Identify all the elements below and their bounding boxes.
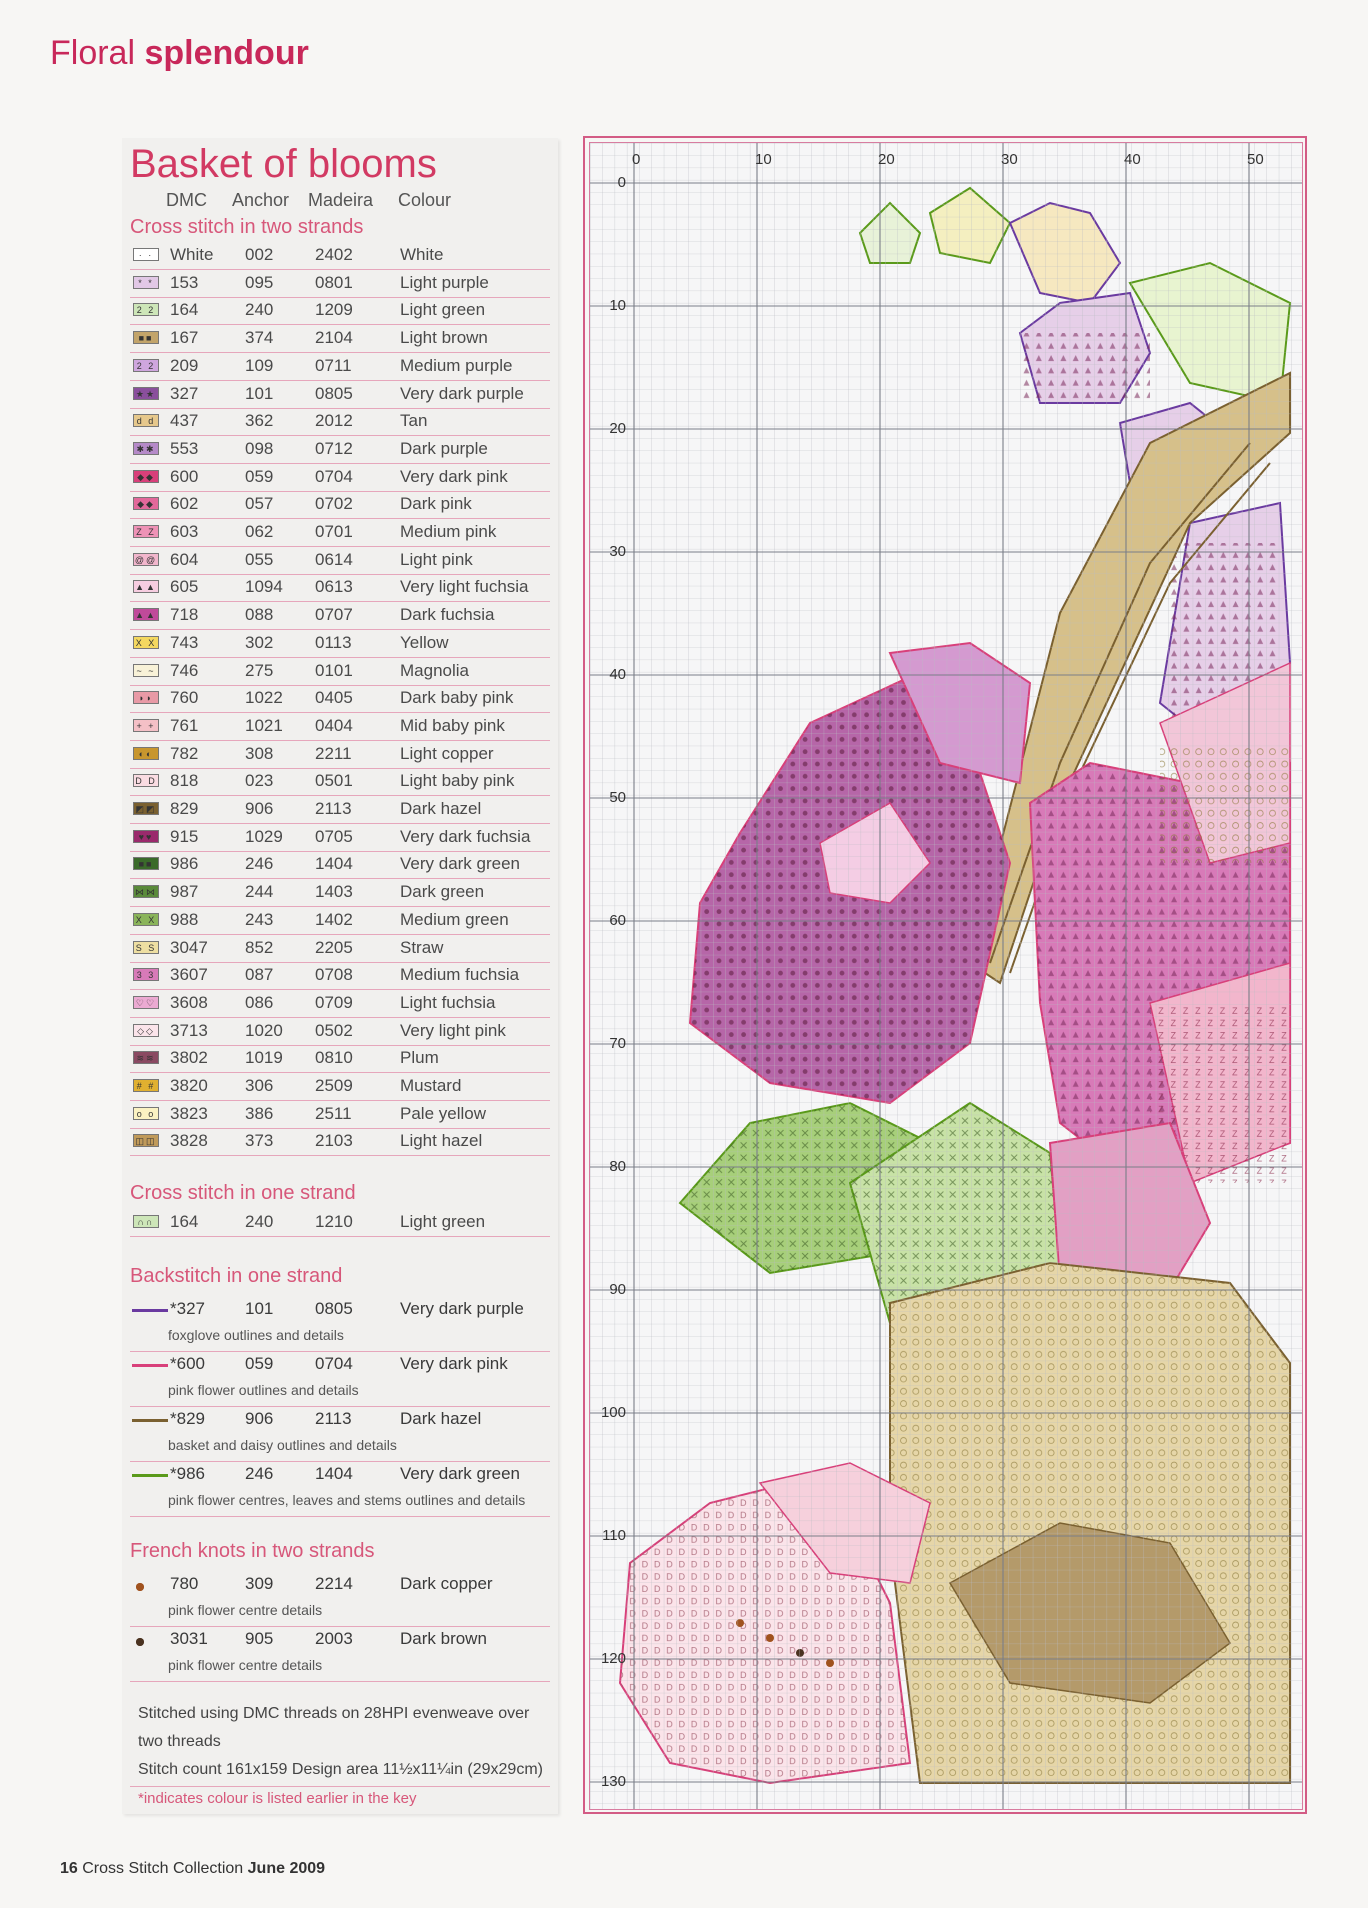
colour-name: Yellow: [400, 632, 449, 652]
chart-svg: [590, 143, 1302, 1809]
dmc-code: 3828: [170, 1131, 208, 1151]
madeira-code: 0707: [315, 605, 353, 625]
dmc-code: 602: [170, 494, 199, 514]
backstitch-detail: foxglove outlines and details: [168, 1327, 344, 1343]
thread-symbol-icon: ◆◆: [133, 497, 159, 510]
thread-symbol-icon: * *: [133, 276, 159, 289]
madeira-code: 2113: [315, 799, 352, 818]
thread-symbol-icon: ~ ~: [133, 664, 159, 677]
anchor-code: 240: [245, 300, 274, 320]
colour-name: Light green: [400, 300, 486, 320]
key-row: [130, 990, 550, 1018]
madeira-code: 0404: [315, 715, 353, 735]
section-french-knots: French knots in two strands: [130, 1540, 375, 1562]
key-row: [130, 824, 550, 852]
anchor-code: 023: [245, 771, 274, 791]
key-row: [130, 602, 550, 630]
col-anchor: Anchor: [232, 190, 290, 210]
dmc-code: 3820: [170, 1076, 208, 1095]
note-asterisk: *indicates colour is listed earlier in the key: [138, 1790, 417, 1807]
colour-name: Dark purple: [400, 438, 488, 458]
section-backstitch: Backstitch in one strand: [130, 1265, 343, 1287]
dmc-code: White: [170, 245, 214, 264]
colour-name: Dark brown: [400, 1629, 487, 1648]
colour-name: Light baby pink: [400, 771, 515, 791]
madeira-code: 2214: [315, 1574, 353, 1593]
dmc-code: 153: [170, 272, 199, 292]
colour-name: Very dark green: [400, 854, 521, 874]
colour-name: Dark pink: [400, 494, 472, 514]
thread-symbol-icon: · ·: [133, 248, 159, 261]
x-tick-label: 20: [878, 151, 895, 168]
thread-symbol-icon: d d: [133, 414, 159, 427]
chart-inner-border: [589, 142, 1303, 1810]
dmc-code: 164: [170, 300, 199, 320]
madeira-code: 1404: [315, 854, 353, 874]
french-knot-detail: pink flower centre details: [168, 1657, 323, 1673]
knot-dot: [136, 1583, 144, 1591]
colour-name: Light hazel: [400, 1131, 483, 1151]
madeira-code: 2103: [315, 1131, 353, 1151]
dmc-code: 3608: [170, 992, 208, 1012]
thread-symbol-icon: ≋≋: [133, 1051, 159, 1064]
madeira-code: 0704: [315, 466, 353, 486]
anchor-code: 087: [245, 965, 274, 985]
key-row: [130, 713, 550, 741]
dmc-code: *829: [170, 1409, 205, 1428]
colour-name: Light copper: [400, 743, 494, 763]
madeira-code: 0405: [315, 688, 353, 708]
key-row: [130, 491, 550, 519]
y-tick-label: 40: [609, 666, 626, 683]
x-tick-label: 0: [632, 151, 641, 168]
backstitch-detail: basket and daisy outlines and details: [168, 1437, 397, 1453]
dmc-code: 986: [170, 854, 199, 874]
dmc-code: 3823: [170, 1103, 208, 1123]
thread-symbol-icon: S S: [133, 941, 159, 954]
anchor-code: 062: [245, 522, 274, 541]
note-threads: Stitched using DMC threads on 28HPI evenweave over two threads: [138, 1705, 530, 1750]
x-tick-label: 40: [1124, 151, 1141, 168]
footer-magazine: Cross Stitch Collection: [82, 1860, 244, 1877]
dmc-code: 782: [170, 743, 199, 763]
colour-name: Medium green: [400, 909, 509, 929]
dmc-code: 600: [170, 466, 199, 486]
colour-name: Dark green: [400, 882, 485, 902]
dmc-code: 3031: [170, 1629, 208, 1648]
backstitch-row: [130, 1296, 550, 1352]
dmc-code: 743: [170, 632, 199, 652]
madeira-code: 0613: [315, 577, 353, 597]
key-row: [130, 1209, 550, 1237]
anchor-code: 244: [245, 882, 274, 902]
key-row: [130, 1128, 550, 1156]
anchor-code: 306: [245, 1076, 274, 1095]
madeira-code: 2113: [315, 1409, 352, 1428]
col-madeira: Madeira: [308, 190, 374, 210]
colour-name: White: [400, 245, 444, 264]
madeira-code: 1210: [315, 1212, 353, 1231]
dmc-code: 3802: [170, 1048, 208, 1068]
dmc-code: 915: [170, 826, 199, 846]
thread-symbol-icon: @@: [134, 554, 158, 565]
colour-name: Pale yellow: [400, 1103, 486, 1123]
dmc-code: 760: [170, 688, 199, 708]
anchor-code: 302: [245, 632, 274, 652]
thread-symbol-icon: ★★: [133, 387, 159, 400]
thread-symbol-icon: ✱✱: [133, 442, 159, 455]
madeira-code: 0708: [315, 965, 353, 985]
y-tick-label: 100: [600, 1404, 626, 1421]
anchor-code: 101: [245, 1299, 274, 1318]
anchor-code: 098: [245, 438, 274, 458]
madeira-code: 2104: [315, 328, 353, 348]
key-row: [130, 685, 550, 713]
madeira-code: 2402: [315, 245, 353, 264]
anchor-code: 905: [245, 1629, 274, 1648]
key-row: [130, 547, 550, 575]
anchor-code: 246: [245, 854, 274, 874]
y-tick-label: 0: [617, 174, 626, 191]
madeira-code: 2012: [315, 411, 353, 431]
thread-symbol-icon: X X: [133, 636, 159, 649]
madeira-code: 1403: [315, 882, 353, 902]
anchor-code: 308: [245, 743, 274, 763]
thread-symbol-icon: ◇◇: [133, 1024, 159, 1037]
key-row: [130, 464, 550, 492]
colour-name: Mustard: [400, 1076, 462, 1095]
french-knot-row: [130, 1626, 550, 1682]
colour-name: Very dark pink: [400, 1354, 508, 1373]
dmc-code: 603: [170, 522, 199, 541]
madeira-code: 0101: [315, 660, 353, 680]
madeira-code: 1404: [315, 1464, 353, 1483]
y-tick-label: 110: [602, 1527, 626, 1544]
key-row: [130, 935, 550, 963]
backstitch-line-icon: [132, 1364, 168, 1367]
thread-symbol-icon: ▲▲: [133, 580, 159, 593]
dmc-code: 437: [170, 411, 199, 431]
key-row: [130, 1045, 550, 1073]
anchor-code: 852: [245, 937, 274, 957]
madeira-code: 0704: [315, 1354, 353, 1373]
colour-name: Dark hazel: [400, 1409, 482, 1428]
note-stitch-count: Stitch count 161x159 Design area 11½x11¼in (29x29cm): [138, 1761, 543, 1778]
colour-name: Light purple: [400, 272, 489, 292]
y-tick-label: 30: [609, 543, 626, 560]
key-row: [130, 796, 550, 824]
colour-name: Straw: [400, 937, 444, 957]
dmc-code: *600: [170, 1354, 205, 1373]
thread-symbol-icon: ◫◫: [133, 1134, 159, 1147]
anchor-code: 059: [245, 1354, 274, 1373]
dmc-code: 327: [170, 383, 199, 403]
dmc-code: 829: [170, 799, 199, 818]
madeira-code: 2211: [315, 743, 352, 763]
thread-symbol-icon: ▲▲: [133, 608, 159, 621]
knot-dot: [136, 1638, 144, 1646]
colour-name: Very dark purple: [400, 383, 524, 403]
backstitch-row: [130, 1406, 550, 1462]
anchor-code: 246: [245, 1464, 274, 1483]
anchor-code: 1020: [245, 1020, 283, 1040]
y-tick-label: 50: [609, 789, 626, 806]
anchor-code: 088: [245, 605, 274, 625]
thread-symbol-icon: 3 3: [133, 968, 159, 981]
colour-name: Dark hazel: [400, 799, 482, 818]
madeira-code: 0705: [315, 826, 353, 846]
madeira-code: 2511: [315, 1103, 352, 1123]
anchor-code: 362: [245, 411, 274, 431]
thread-symbol-icon: Z Z: [133, 525, 159, 538]
key-row: [130, 879, 550, 907]
anchor-code: 086: [245, 992, 274, 1012]
dmc-code: 209: [170, 355, 199, 375]
key-row: [130, 574, 550, 602]
x-tick-label: 30: [1001, 151, 1018, 168]
madeira-code: 0113: [315, 632, 352, 652]
key-row: [130, 1101, 550, 1129]
dmc-code: *986: [170, 1464, 205, 1483]
anchor-code: 059: [245, 466, 274, 486]
header-light: Floral: [50, 34, 136, 72]
dmc-code: *327: [170, 1299, 205, 1318]
colour-name: Very dark purple: [400, 1299, 524, 1318]
colour-name: Dark baby pink: [400, 688, 514, 708]
french-knot-detail: pink flower centre details: [168, 1602, 323, 1618]
y-tick-label: 10: [609, 297, 626, 314]
dmc-code: 167: [170, 328, 199, 348]
thread-symbol-icon: ■■: [133, 331, 159, 344]
madeira-code: 2509: [315, 1076, 353, 1095]
dmc-code: 780: [170, 1574, 199, 1593]
thread-symbol-icon: ◐◐: [133, 747, 159, 760]
anchor-code: 1021: [245, 715, 283, 735]
thread-symbol-icon: ∩∩: [133, 1215, 159, 1228]
page-header: [50, 34, 309, 73]
key-row: [130, 907, 550, 935]
key-row: [130, 325, 550, 353]
dmc-code: 3047: [170, 937, 208, 957]
col-colour: Colour: [398, 190, 452, 210]
colour-name: Dark fuchsia: [400, 605, 495, 625]
dmc-code: 604: [170, 549, 199, 569]
madeira-code: 0711: [315, 355, 352, 375]
backstitch-detail: pink flower outlines and details: [168, 1382, 359, 1398]
key-row: [130, 408, 550, 436]
madeira-code: 0712: [315, 438, 353, 458]
key-row: [130, 381, 550, 409]
key-row: [130, 851, 550, 879]
anchor-code: 1022: [245, 688, 283, 708]
col-dmc: DMC: [166, 190, 207, 210]
header-bold: splendour: [144, 34, 309, 72]
colour-name: Very light pink: [400, 1020, 506, 1040]
dmc-code: 3607: [170, 965, 208, 985]
madeira-code: 0805: [315, 383, 353, 403]
section-cross-one: Cross stitch in one strand: [130, 1182, 356, 1204]
footer-issue: June 2009: [247, 1860, 326, 1877]
key-row: [130, 270, 550, 298]
french-knot-row: [130, 1571, 550, 1627]
thread-symbol-icon: ⋈⋈: [135, 887, 157, 898]
madeira-code: 1402: [315, 909, 353, 929]
anchor-code: 906: [245, 799, 274, 818]
dmc-code: 164: [170, 1212, 199, 1231]
colour-name: Very dark fuchsia: [400, 826, 531, 846]
key-row: [130, 962, 550, 990]
dmc-code: 761: [170, 715, 199, 735]
anchor-code: 1094: [245, 577, 283, 597]
colour-name: Light brown: [400, 328, 488, 348]
colour-name: Light fuchsia: [400, 992, 496, 1012]
madeira-code: 0502: [315, 1020, 353, 1040]
anchor-code: 240: [245, 1212, 274, 1231]
key-row: [130, 242, 550, 270]
colour-key-panel: [122, 138, 558, 1814]
y-tick-label: 20: [609, 420, 626, 437]
colour-name: Very dark green: [400, 1464, 521, 1483]
anchor-code: 309: [245, 1574, 274, 1593]
key-title: Basket of blooms: [130, 142, 437, 186]
colour-name: Light green: [400, 1212, 486, 1231]
backstitch-detail: pink flower centres, leaves and stems outlines and details: [168, 1492, 526, 1508]
chart-fine-grid: [590, 143, 1302, 1809]
anchor-code: 373: [245, 1131, 274, 1151]
key-row: [130, 1073, 550, 1101]
thread-symbol-icon: ■■: [133, 857, 159, 870]
anchor-code: 057: [245, 494, 274, 514]
dmc-code: 605: [170, 577, 199, 597]
madeira-code: 0701: [315, 522, 353, 541]
madeira-code: 0614: [315, 549, 353, 569]
dmc-code: 818: [170, 771, 199, 791]
key-row: [130, 1018, 550, 1046]
thread-symbol-icon: 2 2: [133, 303, 159, 316]
section-cross-two: Cross stitch in two strands: [130, 216, 364, 238]
dmc-code: 718: [170, 605, 199, 625]
anchor-code: 243: [245, 909, 274, 929]
thread-symbol-icon: ♥♥: [133, 830, 159, 843]
colour-name: Tan: [400, 411, 428, 431]
backstitch-line-icon: [132, 1419, 168, 1422]
dmc-code: 987: [170, 882, 199, 902]
anchor-code: 1029: [245, 826, 283, 846]
colour-name: Mid baby pink: [400, 715, 505, 735]
dmc-code: 3713: [170, 1020, 208, 1040]
anchor-code: 906: [245, 1409, 274, 1428]
colour-name: Plum: [400, 1048, 439, 1068]
x-tick-label: 50: [1247, 151, 1264, 168]
thread-symbol-icon: ◆◆: [133, 470, 159, 483]
y-tick-label: 90: [609, 1281, 626, 1298]
madeira-code: 0702: [315, 494, 353, 514]
y-tick-label: 70: [609, 1035, 626, 1052]
thread-symbol-icon: + +: [133, 719, 159, 732]
backstitch-row: [130, 1351, 550, 1407]
key-row: [130, 630, 550, 658]
thread-symbol-icon: ♡♡: [133, 996, 159, 1009]
colour-name: Light pink: [400, 549, 473, 569]
madeira-code: 2003: [315, 1629, 353, 1648]
anchor-code: 374: [245, 328, 274, 348]
anchor-code: 002: [245, 245, 274, 264]
anchor-code: 109: [245, 355, 274, 375]
madeira-code: 0805: [315, 1299, 353, 1318]
anchor-code: 055: [245, 549, 274, 569]
cross-stitch-chart: [583, 136, 1307, 1814]
note-divider: [130, 1786, 550, 1787]
thread-symbol-icon: # #: [133, 1079, 159, 1092]
y-tick-label: 120: [600, 1650, 626, 1667]
y-tick-label: 60: [609, 912, 626, 929]
thread-symbol-icon: 2 2: [133, 359, 159, 372]
madeira-code: 0801: [315, 272, 353, 292]
dmc-code: 553: [170, 438, 199, 458]
madeira-code: 1209: [315, 300, 353, 320]
y-tick-label: 130: [600, 1773, 626, 1790]
dmc-code: 988: [170, 909, 199, 929]
thread-symbol-icon: D D: [133, 774, 159, 787]
key-row: [130, 658, 550, 686]
thread-symbol-icon: ◗◗: [133, 691, 159, 704]
y-tick-label: 80: [609, 1158, 626, 1175]
anchor-code: 275: [245, 660, 274, 680]
x-tick-label: 10: [755, 151, 772, 168]
backstitch-row: [130, 1461, 550, 1517]
colour-name: Dark copper: [400, 1574, 493, 1593]
madeira-code: 0501: [315, 771, 353, 791]
key-row: [130, 519, 550, 547]
madeira-code: 0810: [315, 1048, 353, 1068]
madeira-code: 0709: [315, 992, 353, 1012]
colour-name: Medium fuchsia: [400, 965, 520, 985]
colour-name: Medium purple: [400, 355, 513, 375]
madeira-code: 2205: [315, 937, 353, 957]
key-row: [130, 436, 550, 464]
anchor-code: 095: [245, 272, 274, 292]
backstitch-line-icon: [132, 1474, 168, 1477]
anchor-code: 386: [245, 1103, 274, 1123]
dmc-code: 746: [170, 660, 199, 680]
colour-name: Very dark pink: [400, 466, 508, 486]
backstitch-line-icon: [132, 1309, 168, 1312]
colour-name: Magnolia: [400, 660, 469, 680]
footer-page-number: 16: [60, 1860, 78, 1877]
key-row: [130, 353, 550, 381]
key-row: [130, 768, 550, 796]
colour-name: Very light fuchsia: [400, 577, 529, 597]
colour-name: Medium pink: [400, 522, 497, 541]
page-footer: [60, 1860, 325, 1878]
thread-symbol-icon: o o: [133, 1107, 159, 1120]
key-row: [130, 297, 550, 325]
thread-symbol-icon: X X: [133, 913, 159, 926]
key-row: [130, 741, 550, 769]
anchor-code: 1019: [245, 1048, 283, 1068]
thread-symbol-icon: ◩◩: [133, 802, 159, 815]
anchor-code: 101: [245, 383, 274, 403]
